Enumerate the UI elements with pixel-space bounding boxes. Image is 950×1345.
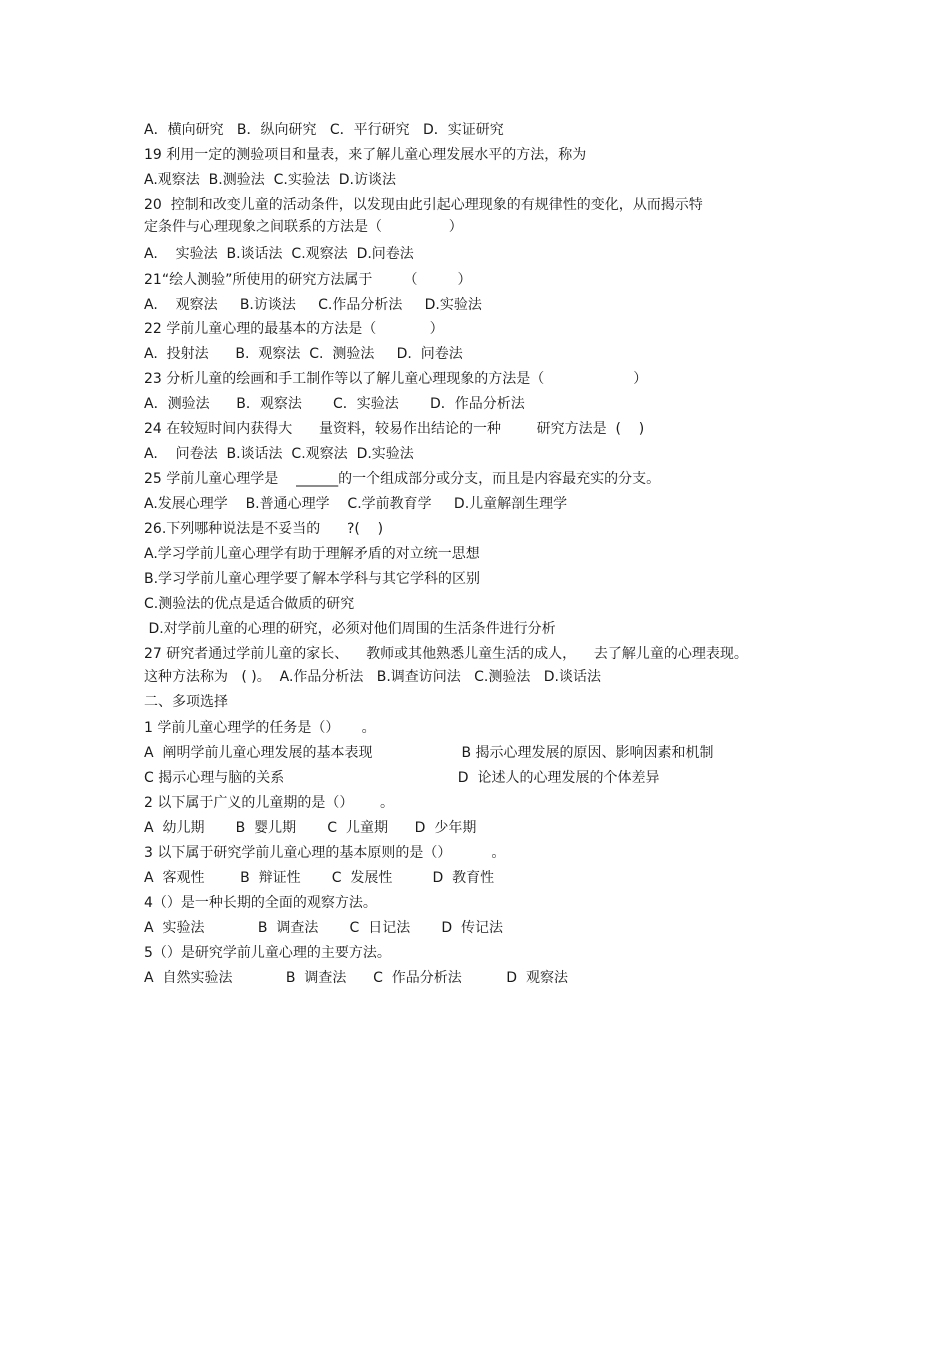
- q26-option-c: C.测验法的优点是适合做质的研究: [144, 596, 355, 612]
- q18-options: A．横向研究 B．纵向研究 C．平行研究 D．实证研究: [144, 122, 504, 138]
- q25-options: A.发展心理学 B.普通心理学 C.学前教育学 D.儿童解剖生理学: [144, 496, 568, 512]
- q23-options: A．测验法 B．观察法 C．实验法 D．作品分析法: [144, 396, 525, 412]
- q26-option-b: B.学习学前儿童心理学要了解本学科与其它学科的区别: [144, 571, 481, 587]
- mq1-options-ab: A 阐明学前儿童心理发展的基本表现 B 揭示心理发展的原因、影响因素和机制: [144, 745, 714, 761]
- q26-option-d: D.对学前儿童的心理的研究，必须对他们周围的生活条件进行分析: [144, 621, 556, 637]
- q21-question: 21“绘人测验”所使用的研究方法属于 （ ）: [144, 272, 472, 288]
- mq1-options-cd: C 揭示心理与脑的关系 D 论述人的心理发展的个体差异: [144, 770, 660, 786]
- section-heading-multiple-choice: 二、多项选择: [144, 694, 228, 710]
- q20-question-line2: 定条件与心理现象之间联系的方法是（ ）: [144, 219, 463, 235]
- q24-question: 24 在较短时间内获得大 量资料，较易作出结论的一种 研究方法是 ( ): [144, 421, 645, 437]
- q25-question: 25 学前儿童心理学是 ______的一个组成部分或分支，而且是内容最充实的分支。: [144, 471, 661, 487]
- mq3-options: A 客观性 B 辩证性 C 发展性 D 教育性: [144, 870, 495, 886]
- q24-options: A. 问卷法 B.谈话法 C.观察法 D.实验法: [144, 446, 414, 462]
- mq2-question: 2 以下属于广义的儿童期的是（） 。: [144, 795, 395, 811]
- q27-options: 这种方法称为 ( )。 A.作品分析法 B.调查访问法 C.测验法 D.谈话法: [144, 669, 601, 685]
- q22-question: 22 学前儿童心理的最基本的方法是（ ）: [144, 321, 444, 337]
- mq5-options: A 自然实验法 B 调查法 C 作品分析法 D 观察法: [144, 970, 568, 986]
- mq2-options: A 幼儿期 B 婴儿期 C 儿童期 D 少年期: [144, 820, 477, 836]
- q21-options: A. 观察法 B.访谈法 C.作品分析法 D.实验法: [144, 297, 482, 313]
- mq5-question: 5（）是研究学前儿童心理的主要方法。: [144, 945, 391, 961]
- q26-option-a: A.学习学前儿童心理学有助于理解矛盾的对立统一思想: [144, 546, 480, 562]
- q22-options: A. 投射法 B. 观察法 C. 测验法 D. 问卷法: [144, 346, 463, 362]
- q23-question: 23 分析儿童的绘画和手工制作等以了解儿童心理现象的方法是（ ）: [144, 371, 648, 387]
- q20-options: A. 实验法 B.谈话法 C.观察法 D.问卷法: [144, 246, 414, 262]
- q20-question-line1: 20 控制和改变儿童的活动条件，以发现由此引起心理现象的有规律性的变化，从而揭示特: [144, 197, 703, 213]
- mq4-question: 4（）是一种长期的全面的观察方法。: [144, 895, 377, 911]
- q19-options: A.观察法 B.测验法 C.实验法 D.访谈法: [144, 172, 396, 188]
- q26-question: 26.下列哪种说法是不妥当的 ?( ): [144, 521, 384, 537]
- mq4-options: A 实验法 B 调查法 C 日记法 D 传记法: [144, 920, 504, 936]
- q19-question: 19 利用一定的测验项目和量表，来了解儿童心理发展水平的方法，称为: [144, 147, 587, 163]
- mq1-question: 1 学前儿童心理学的任务是（） 。: [144, 720, 376, 736]
- q27-question: 27 研究者通过学前儿童的家长、 教师或其他熟悉儿童生活的成人， 去了解儿童的心理表现。: [144, 646, 748, 662]
- mq3-question: 3 以下属于研究学前儿童心理的基本原则的是（） 。: [144, 845, 506, 861]
